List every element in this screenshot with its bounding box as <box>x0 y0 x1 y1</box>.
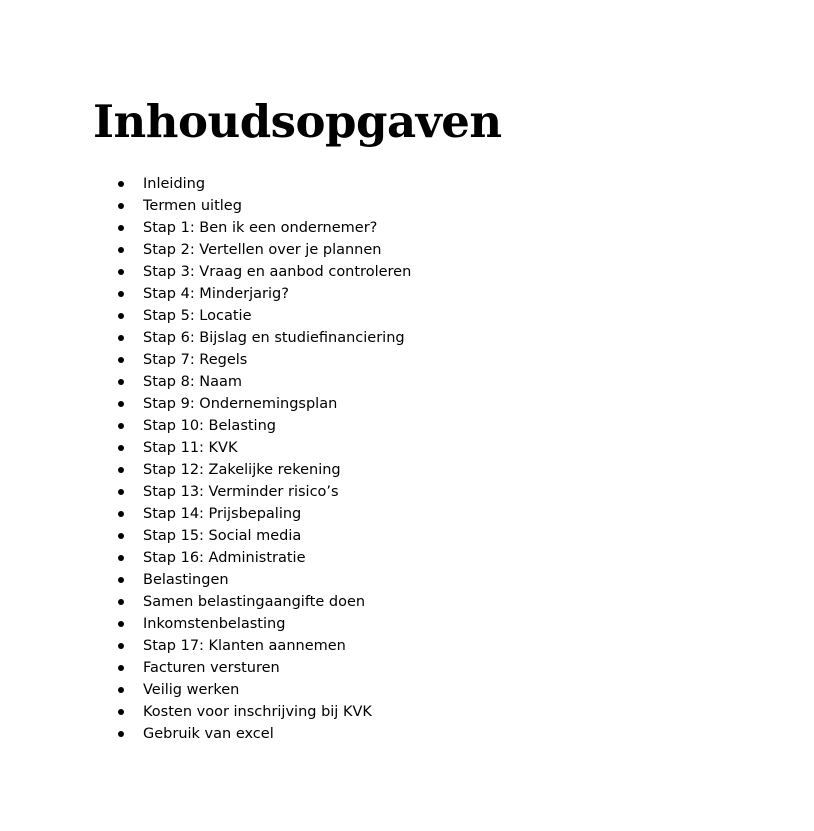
bullet-icon <box>118 511 124 517</box>
list-item-label: Termen uitleg <box>143 198 242 214</box>
list-item-label: Stap 17: Klanten aannemen <box>143 638 346 654</box>
bullet-icon <box>118 247 124 253</box>
bullet-icon <box>118 181 124 187</box>
list-item-label: Facturen versturen <box>143 660 280 676</box>
page-title: Inhoudsopgaven <box>93 95 502 148</box>
list-item-label: Inleiding <box>143 176 206 192</box>
list-item-label: Stap 15: Social media <box>143 528 302 544</box>
list-item <box>118 217 411 239</box>
list-item <box>118 283 411 305</box>
bullet-icon <box>118 467 124 473</box>
bullet-icon <box>118 533 124 539</box>
list-item-label: Stap 4: Minderjarig? <box>143 286 289 302</box>
list-item <box>118 591 411 613</box>
list-item <box>118 239 411 261</box>
list-item-label: Belastingen <box>143 572 229 588</box>
list-item <box>118 305 411 327</box>
list-item-label: Stap 2: Vertellen over je plannen <box>143 242 382 258</box>
list-item <box>118 393 411 415</box>
bullet-icon <box>118 599 124 605</box>
bullet-icon <box>118 577 124 583</box>
list-item <box>118 569 411 591</box>
list-item-label: Stap 8: Naam <box>143 374 243 390</box>
list-item <box>118 635 411 657</box>
bullet-icon <box>118 555 124 561</box>
list-item-label: Stap 1: Ben ik een ondernemer? <box>143 220 378 236</box>
list-item-label: Gebruik van excel <box>143 726 274 742</box>
list-item-label: Stap 12: Zakelijke rekening <box>143 462 341 478</box>
list-item <box>118 437 411 459</box>
list-item-label: Stap 3: Vraag en aanbod controleren <box>143 264 412 280</box>
list-item-label: Stap 14: Prijsbepaling <box>143 506 302 522</box>
list-item-label: Stap 6: Bijslag en studiefinanciering <box>143 330 405 346</box>
bullet-icon <box>118 489 124 495</box>
list-item-label: Samen belastingaangifte doen <box>143 594 366 610</box>
list-item-label: Stap 7: Regels <box>143 352 248 368</box>
list-item-label: Stap 11: KVK <box>143 440 238 456</box>
list-item <box>118 701 411 723</box>
bullet-icon <box>118 291 124 297</box>
list-item <box>118 349 411 371</box>
bullet-icon <box>118 357 124 363</box>
list-item-label: Stap 10: Belasting <box>143 418 276 434</box>
list-item <box>118 327 411 349</box>
bullet-icon <box>118 445 124 451</box>
list-item <box>118 261 411 283</box>
bullet-icon <box>118 225 124 231</box>
list-item <box>118 613 411 635</box>
list-item-label: Stap 13: Verminder risico’s <box>143 484 339 500</box>
bullet-icon <box>118 621 124 627</box>
list-item-label: Kosten voor inschrijving bij KVK <box>143 704 372 720</box>
list-item <box>118 503 411 525</box>
list-item <box>118 195 411 217</box>
bullet-icon <box>118 709 124 715</box>
bullet-icon <box>118 423 124 429</box>
list-item <box>118 481 411 503</box>
bullet-icon <box>118 269 124 275</box>
bullet-icon <box>118 379 124 385</box>
bullet-icon <box>118 401 124 407</box>
list-item <box>118 547 411 569</box>
list-item <box>118 679 411 701</box>
bullet-icon <box>118 313 124 319</box>
list-item-label: Stap 16: Administratie <box>143 550 306 566</box>
bullet-icon <box>118 665 124 671</box>
list-item <box>118 657 411 679</box>
list-item <box>118 371 411 393</box>
list-item-label: Veilig werken <box>143 682 240 698</box>
list-item <box>118 459 411 481</box>
bullet-icon <box>118 643 124 649</box>
list-item <box>118 525 411 547</box>
list-item <box>118 723 411 745</box>
list-item <box>118 415 411 437</box>
bullet-icon <box>118 203 124 209</box>
list-item-label: Stap 9: Ondernemingsplan <box>143 396 338 412</box>
list-item <box>118 173 411 195</box>
bullet-icon <box>118 731 124 737</box>
table-of-contents-list <box>118 173 411 745</box>
bullet-icon <box>118 335 124 341</box>
list-item-label: Inkomstenbelasting <box>143 616 286 632</box>
bullet-icon <box>118 687 124 693</box>
list-item-label: Stap 5: Locatie <box>143 308 252 324</box>
